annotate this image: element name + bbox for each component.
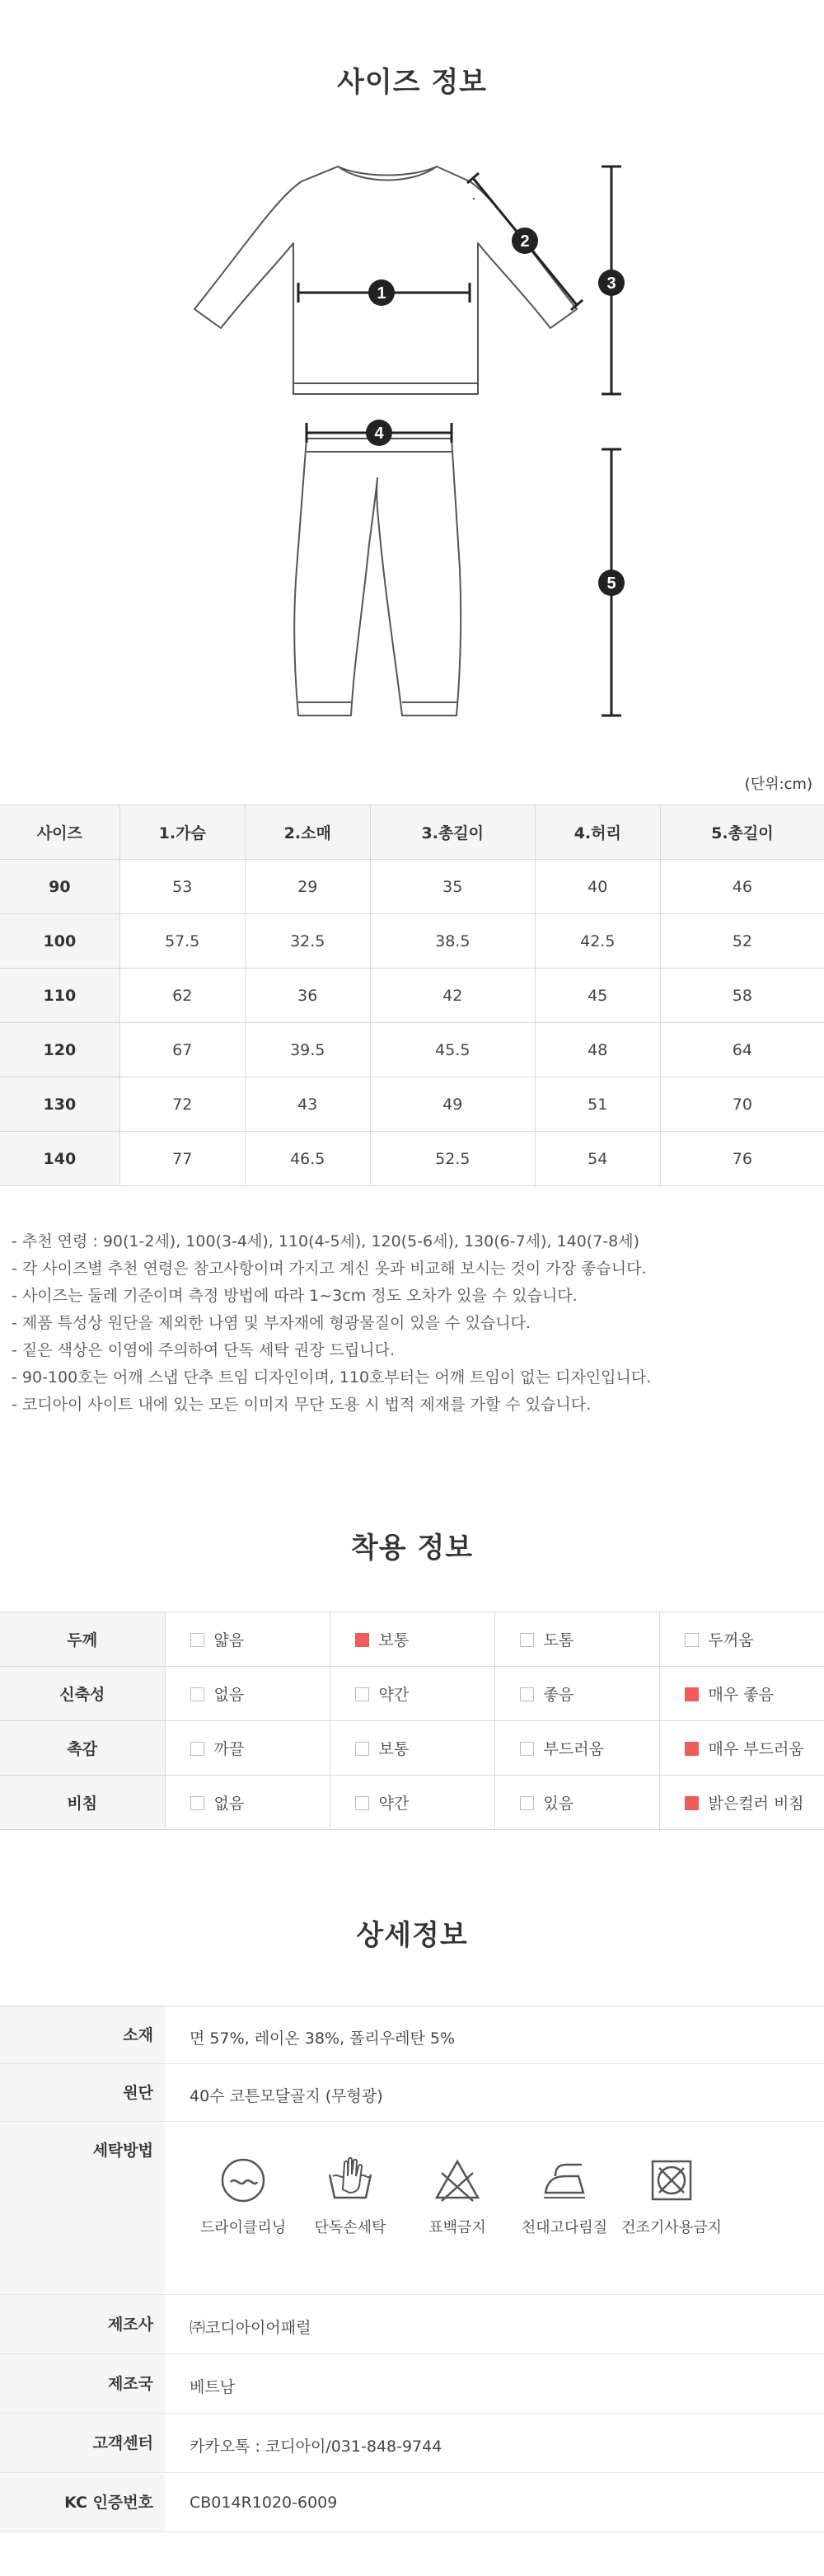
- checkbox: [355, 1633, 369, 1647]
- detail-info-title: 상세정보: [356, 1919, 468, 1952]
- table-cell: 52.5: [370, 1132, 535, 1186]
- iron-low-icon: [541, 2156, 588, 2204]
- checkbox: [520, 1796, 534, 1810]
- detail-value: 베트남: [190, 2378, 236, 2396]
- size-info-title: 사이즈 정보: [336, 66, 488, 99]
- wear-row-texture: [0, 1721, 824, 1776]
- header-waist: 4.허리: [535, 805, 660, 860]
- no-bleach-icon: [433, 2156, 481, 2204]
- table-cell: 70: [660, 1077, 824, 1132]
- wear-option: 없음: [165, 1667, 330, 1721]
- wear-option: 없음: [165, 1776, 330, 1830]
- checkbox: [685, 1742, 699, 1756]
- wear-label: 신축성: [0, 1667, 165, 1721]
- header-size: 사이즈: [0, 805, 119, 860]
- table-cell: 45.5: [370, 1023, 535, 1077]
- size-table: [0, 805, 824, 1186]
- wear-option: 약간: [330, 1667, 494, 1721]
- wear-option: 있음: [494, 1776, 659, 1830]
- wear-row-stretch: [0, 1667, 824, 1721]
- table-cell: 58: [660, 969, 824, 1023]
- table-row: [0, 969, 824, 1023]
- wash-item: 단독손세탁: [297, 2156, 404, 2237]
- table-cell: 62: [119, 969, 245, 1023]
- wash-item: 드라이클리닝: [190, 2156, 297, 2237]
- table-cell: 51: [535, 1077, 660, 1132]
- detail-label: 고객센터: [0, 2414, 165, 2472]
- wash-item: 천대고다림질: [511, 2156, 618, 2237]
- unit-label: (단위:cm): [744, 776, 812, 793]
- wear-option: 얇음: [165, 1612, 330, 1667]
- detail-label: 원단: [0, 2064, 165, 2121]
- note-item: - 각 사이즈별 추천 연령은 참고사항이며 가지고 계신 옷과 비교해 보시는 것이 가장 좋습니다.: [12, 1260, 647, 1278]
- pants-outline: [294, 439, 461, 716]
- table-cell: 39.5: [245, 1023, 370, 1077]
- wash-item: 건조기사용금지: [618, 2156, 725, 2237]
- note-item: - 코디아이 사이트 내에 있는 모든 이미지 무단 도용 시 법적 제재를 가할 수 있습니다.: [12, 1396, 592, 1414]
- detail-info-table: [0, 2006, 824, 2533]
- table-cell: 77: [119, 1132, 245, 1186]
- wear-option: 보통: [330, 1612, 494, 1667]
- note-item: - 추천 연령 : 90(1-2세), 100(3-4세), 110(4-5세), 120(5-6세), 130(6-7세), 140(7-8세): [12, 1232, 640, 1250]
- table-cell: 54: [535, 1132, 660, 1186]
- checkbox: [355, 1687, 369, 1701]
- hand-wash-icon: [326, 2156, 374, 2204]
- checkbox: [520, 1742, 534, 1756]
- table-cell: 52: [660, 914, 824, 969]
- wear-label: 비침: [0, 1776, 165, 1830]
- wear-row-thickness: [0, 1612, 824, 1667]
- table-cell: 57.5: [119, 914, 245, 969]
- header-sleeve: 2.소매: [245, 805, 370, 860]
- marker-2: 2: [520, 232, 530, 251]
- size-cell: 110: [0, 969, 119, 1023]
- detail-value: 40수 코튼모달골지 (무형광): [190, 2087, 383, 2105]
- marker-3: 3: [606, 274, 616, 293]
- detail-label: 제조국: [0, 2354, 165, 2413]
- detail-value: 카카오톡 : 코디아이/031-848-9744: [190, 2438, 442, 2456]
- wear-option: 두꺼움: [659, 1612, 824, 1667]
- table-cell: 45: [535, 969, 660, 1023]
- table-cell: 32.5: [245, 914, 370, 969]
- wear-label: 촉감: [0, 1721, 165, 1776]
- note-item: - 90-100호는 어깨 스냅 단추 트임 디자인이며, 110호부터는 어깨 트임이 없는 디자인입니다.: [12, 1368, 652, 1387]
- checkbox: [190, 1796, 204, 1810]
- table-cell: 40: [535, 860, 660, 914]
- checkbox: [190, 1742, 204, 1756]
- table-cell: 76: [660, 1132, 824, 1186]
- wear-option: 약간: [330, 1776, 494, 1830]
- table-cell: 64: [660, 1023, 824, 1077]
- marker-1: 1: [377, 284, 386, 303]
- wear-option: 부드러움: [494, 1721, 659, 1776]
- size-notes: [12, 1228, 819, 1419]
- detail-value: ㈜코디아이어패럴: [190, 2319, 311, 2337]
- wear-label: 두께: [0, 1612, 165, 1667]
- size-cell: 120: [0, 1023, 119, 1077]
- wear-option: 도톰: [494, 1612, 659, 1667]
- detail-label: KC 인증번호: [0, 2473, 165, 2531]
- table-row: [0, 1077, 824, 1132]
- size-table-header: [0, 805, 824, 860]
- size-cell: 90: [0, 860, 119, 914]
- wear-option: 매우 좋음: [659, 1667, 824, 1721]
- wear-info-table: [0, 1612, 824, 1830]
- note-item: - 제품 특성상 원단을 제외한 나염 및 부자재에 형광물질이 있을 수 있습니다.: [12, 1314, 531, 1332]
- dry-clean-icon: [219, 2156, 267, 2204]
- table-cell: 46.5: [245, 1132, 370, 1186]
- checkbox: [685, 1633, 699, 1647]
- detail-row-fabric: [0, 2064, 824, 2122]
- detail-row-country: [0, 2354, 824, 2414]
- detail-row-washing: [0, 2122, 824, 2295]
- wear-option: 까끌: [165, 1721, 330, 1776]
- wear-option: 좋음: [494, 1667, 659, 1721]
- table-cell: 53: [119, 860, 245, 914]
- header-top-length: 3.총길이: [370, 805, 535, 860]
- detail-value: 면 57%, 레이온 38%, 폴리우레탄 5%: [190, 2029, 456, 2048]
- checkbox: [520, 1687, 534, 1701]
- wear-option: 밝은컬러 비침: [659, 1776, 824, 1830]
- wear-option: 매우 부드러움: [659, 1721, 824, 1776]
- checkbox: [190, 1633, 204, 1647]
- table-cell: 38.5: [370, 914, 535, 969]
- table-cell: 43: [245, 1077, 370, 1132]
- checkbox: [355, 1742, 369, 1756]
- table-cell: 49: [370, 1077, 535, 1132]
- detail-label: 세탁방법: [0, 2122, 165, 2294]
- detail-row-maker: [0, 2295, 824, 2354]
- no-tumble-dry-icon: [648, 2156, 695, 2204]
- table-cell: 29: [245, 860, 370, 914]
- checkbox: [520, 1633, 534, 1647]
- checkbox: [355, 1796, 369, 1810]
- table-row: [0, 914, 824, 969]
- table-row: [0, 1023, 824, 1077]
- wash-item: 표백금지: [404, 2156, 511, 2237]
- header-chest: 1.가슴: [119, 805, 245, 860]
- size-cell: 100: [0, 914, 119, 969]
- table-cell: 46: [660, 860, 824, 914]
- note-item: - 사이즈는 둘레 기준이며 측정 방법에 따라 1~3cm 정도 오차가 있을 수 있습니다.: [12, 1287, 578, 1305]
- wear-row-sheerness: [0, 1776, 824, 1830]
- detail-label: 소재: [0, 2006, 165, 2063]
- detail-value: CB014R1020-6009: [190, 2494, 338, 2512]
- marker-5: 5: [606, 575, 616, 593]
- checkbox: [685, 1796, 699, 1810]
- checkbox: [685, 1687, 699, 1701]
- table-row: [0, 860, 824, 914]
- size-measurement-diagram: [0, 148, 824, 742]
- wear-option: 보통: [330, 1721, 494, 1776]
- header-pants-length: 5.총길이: [660, 805, 824, 860]
- table-cell: 48: [535, 1023, 660, 1077]
- table-cell: 72: [119, 1077, 245, 1132]
- table-cell: 35: [370, 860, 535, 914]
- table-cell: 42: [370, 969, 535, 1023]
- wear-info-title: 착용 정보: [350, 1532, 474, 1565]
- table-cell: 67: [119, 1023, 245, 1077]
- table-cell: 42.5: [535, 914, 660, 969]
- detail-row-kc: [0, 2473, 824, 2532]
- table-cell: 36: [245, 969, 370, 1023]
- size-cell: 140: [0, 1132, 119, 1186]
- checkbox: [190, 1687, 204, 1701]
- detail-row-customer-center: [0, 2414, 824, 2473]
- detail-label: 제조사: [0, 2295, 165, 2353]
- table-row: [0, 1132, 824, 1186]
- marker-4: 4: [374, 425, 384, 443]
- note-item: - 짙은 색상은 이염에 주의하여 단독 세탁 권장 드립니다.: [12, 1341, 396, 1359]
- size-cell: 130: [0, 1077, 119, 1132]
- detail-row-material: [0, 2006, 824, 2064]
